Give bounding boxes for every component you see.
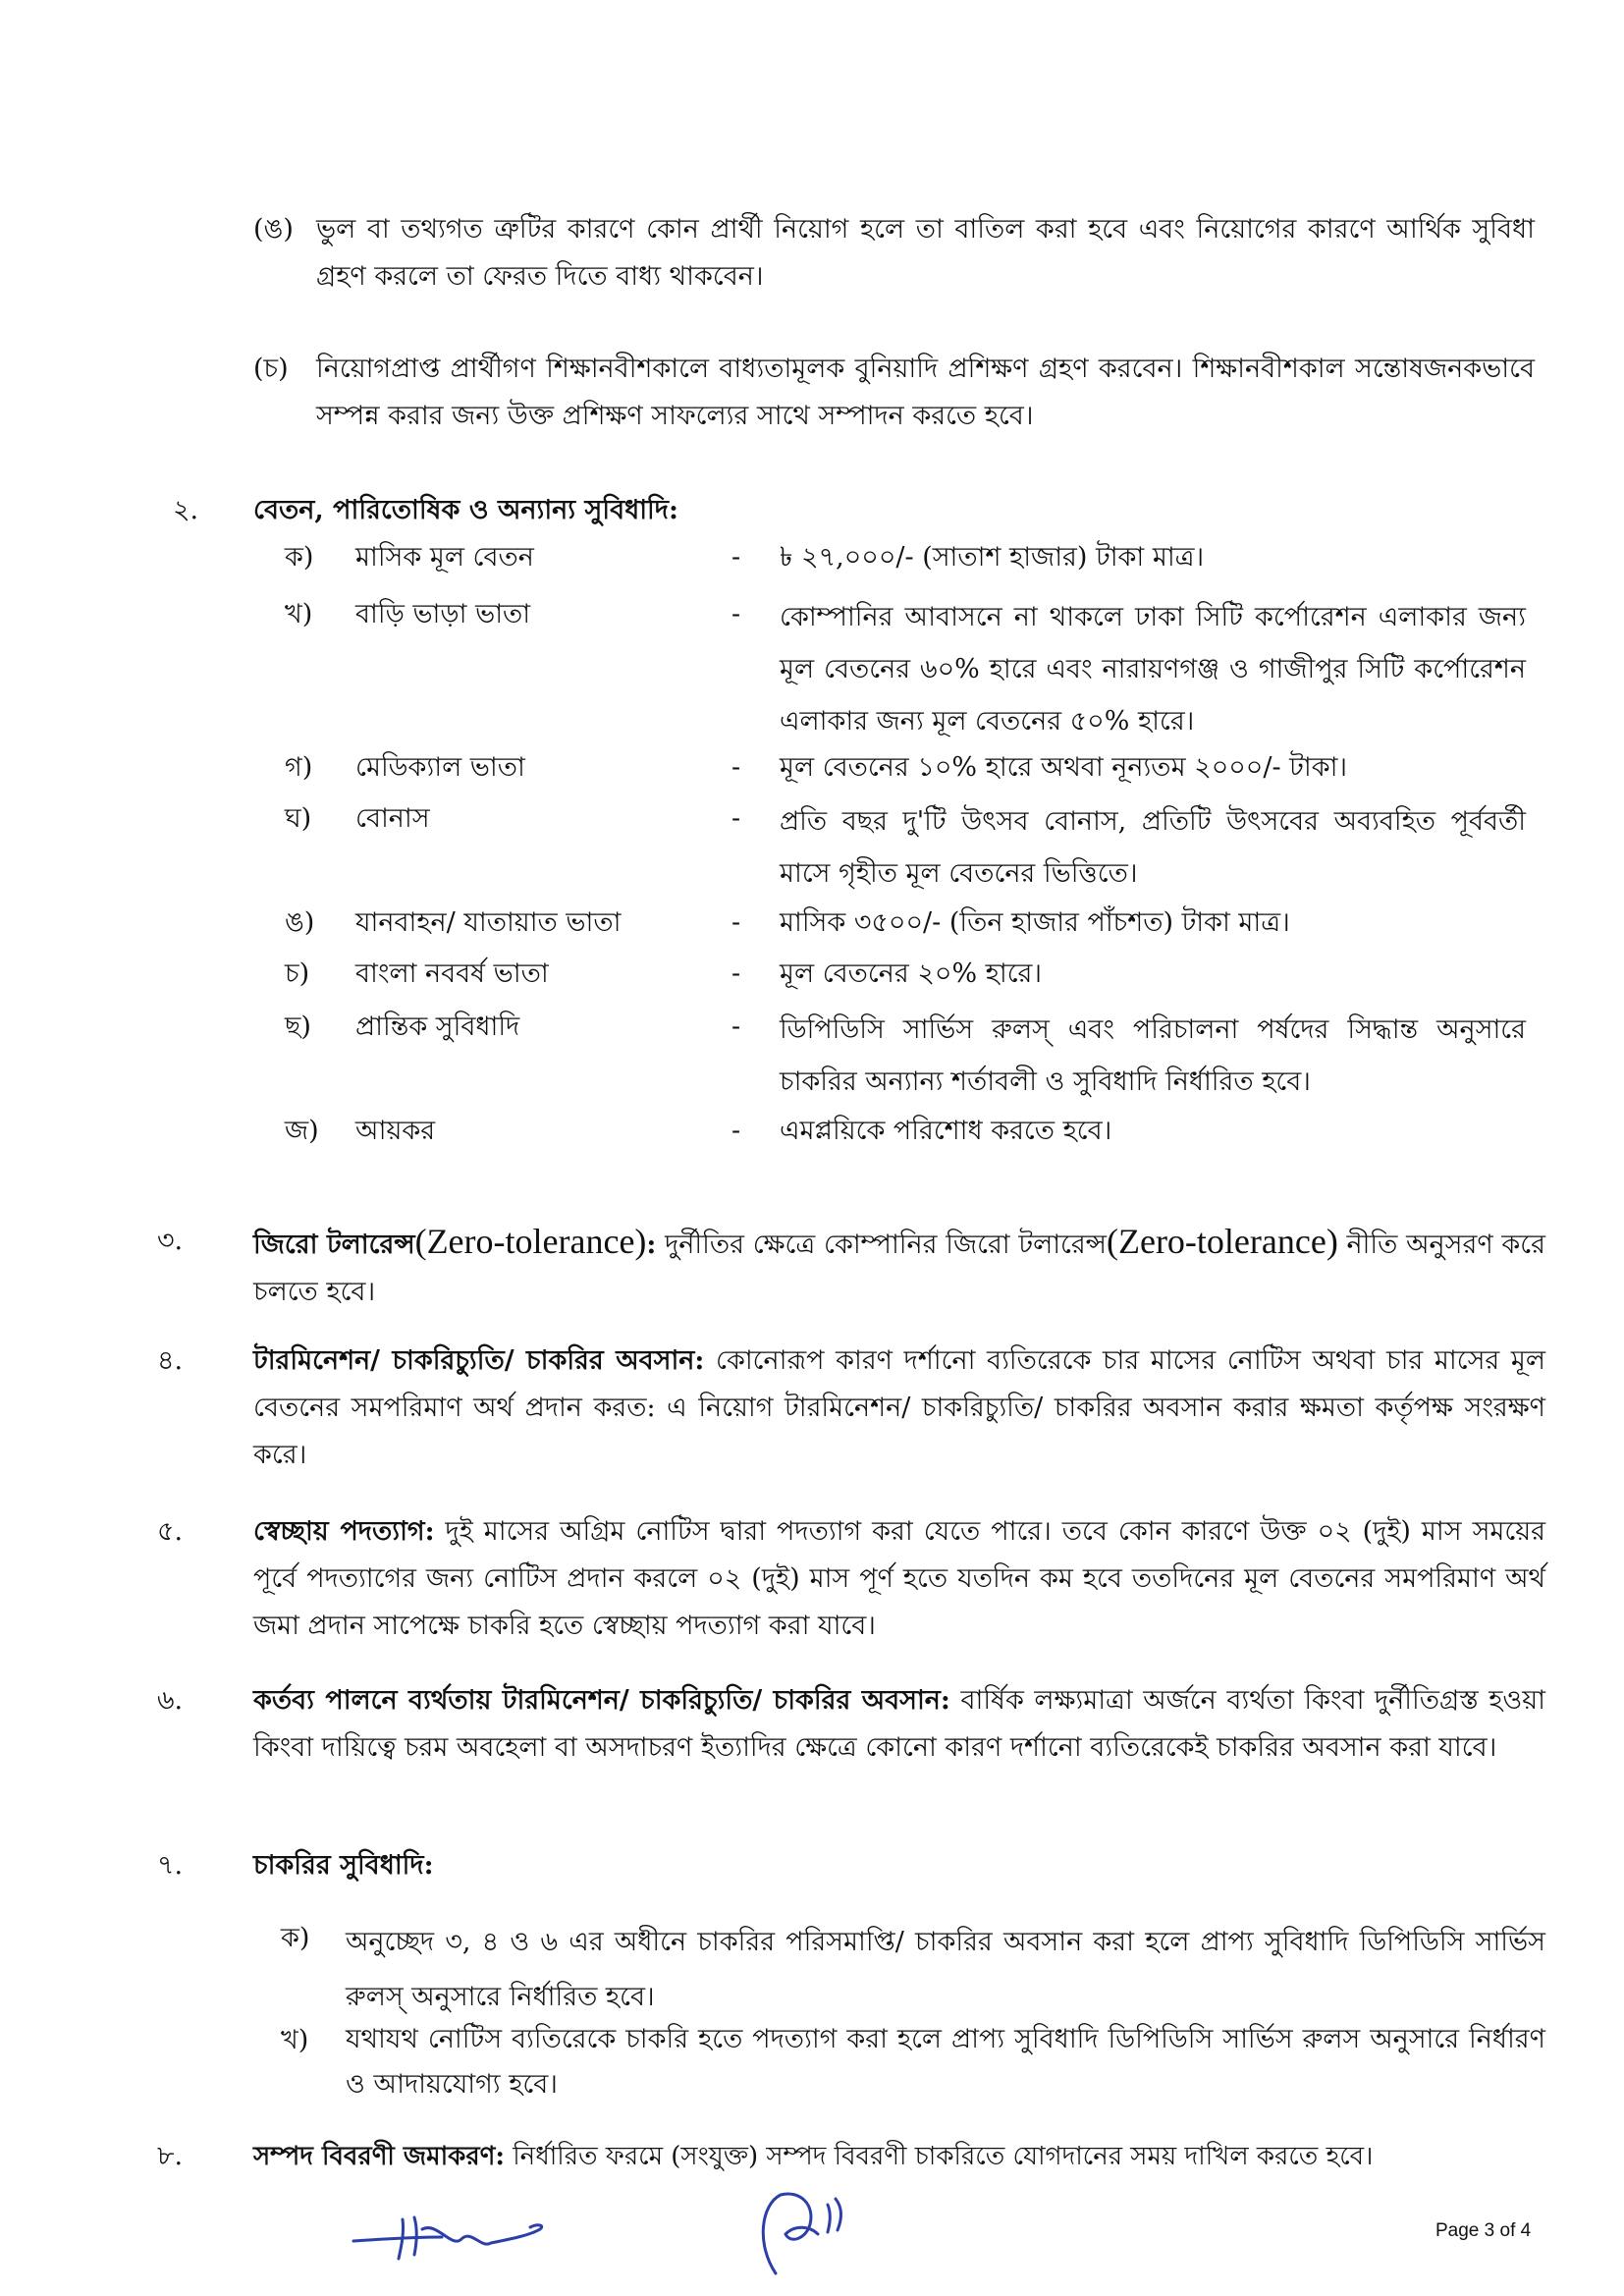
salary-row-name: বাড়ি ভাড়া ভাতা <box>355 599 531 629</box>
salary-row-dash: - <box>731 958 741 989</box>
section2-heading: বেতন, পারিতোষিক ও অন্যান্য সুবিধাদি: <box>253 495 678 525</box>
salary-row-letter: ঙ) <box>285 907 315 938</box>
signature-right <box>741 2185 889 2288</box>
section5-heading: স্বেচ্ছায় পদত্যাগ: <box>253 1516 435 1547</box>
salary-row-letter: ঘ) <box>285 803 312 834</box>
section7-heading: চাকরির সুবিধাদি: <box>253 1850 434 1881</box>
salary-row-dash: - <box>731 803 741 834</box>
salary-row-letter: খ) <box>285 599 313 629</box>
section5-paragraph <box>253 1508 1545 1650</box>
salary-row-dash: - <box>731 599 741 629</box>
section7-item-letter: খ) <box>281 2025 309 2055</box>
section4-paragraph <box>253 1338 1545 1479</box>
salary-row <box>0 900 1624 951</box>
salary-row-name: বাংলা নববর্ষ ভাতা <box>355 958 549 989</box>
salary-row-dash: - <box>731 1011 741 1042</box>
page-number: Page 3 of 4 <box>1435 2220 1532 2241</box>
salary-row-value: মূল বেতনের ১০% হারে অথবা নূন্যতম ২০০০/- টাকা। <box>780 752 1348 783</box>
section6-text: বার্ষিক লক্ষ্যমাত্রা অর্জনে ব্যর্থতা কিংবা দুর্নীতিগ্রস্ত হওয়া কিংবা দায়িত্বে চরম অবহেলা বা অসদাচরণ ইত্যাদির ক্ষেত্রে কোনো কারণ দর্শানো ব্যতিরেকেই চাকরির অবসান করা যাবে। <box>253 1685 1546 1763</box>
salary-row-letter: ছ) <box>285 1011 311 1042</box>
section7-item-text: অনুচ্ছেদ ৩, ৪ ও ৬ এর অধীনে চাকরির পরিসমাপ্তি/ চাকরির অবসান করা হলে প্রাপ্য সুবিধাদি ডিপিডিসি সার্ভিস রুলস্ অনুসারে নির্ধারিত হবে। <box>346 1927 1545 2012</box>
section5-text: দুই মাসের অগ্রিম নোটিস দ্বারা পদত্যাগ করা যেতে পারে। তবে কোন কারণে উক্ত ০২ (দুই) মাস সময়ের পূর্বে পদত্যাগের জন্য নোটিস প্রদান করলে ০২ (দুই) মাস পূর্ণ হতে যতদিন কম হবে ততদিনের মূল বেতনের সমপরিমাণ অর্থ জমা প্রদান সাপেক্ষে চাকরি হতে স্বেচ্ছায় পদত্যাগ করা যাবে। <box>253 1516 1546 1641</box>
salary-row-value: প্রতি বছর দু'টি উৎসব বোনাস, প্রতিটি উৎসবের অব্যবহিত পূর্ববর্তী মাসে গৃহীত মূল বেতনের ভিত্তিতে। <box>780 806 1526 889</box>
salary-row <box>0 951 1624 1002</box>
salary-row-letter: গ) <box>285 752 313 783</box>
section3-paragraph <box>253 1218 1545 1316</box>
salary-row-name: যানবাহন/ যাতায়াত ভাতা <box>355 907 622 938</box>
section6-paragraph <box>253 1677 1545 1772</box>
salary-row-name: বোনাস <box>355 803 430 834</box>
salary-row <box>0 1004 1624 1108</box>
section7-item-letter: ক) <box>281 1923 310 1953</box>
intro-item-ch-marker: (চ) <box>253 354 289 384</box>
salary-row-name: মাসিক মূল বেতন <box>355 542 534 573</box>
section3-text-a: দুর্নীতির ক্ষেত্রে কোম্পানির জিরো টলারেন্স <box>656 1230 1107 1260</box>
salary-row <box>0 1108 1624 1159</box>
salary-row-dash: - <box>731 1116 741 1146</box>
salary-row-letter: চ) <box>285 958 310 989</box>
salary-row-value: মাসিক ৩৫০০/- (তিন হাজার পাঁচশত) টাকা মাত্র। <box>780 907 1290 938</box>
salary-row <box>0 795 1624 900</box>
signature-left <box>344 2200 560 2269</box>
salary-row-value: কোম্পানির আবাসনে না থাকলে ঢাকা সিটি কর্পোরেশন এলাকার জন্য মূল বেতনের ৬০% হারে এবং নারায়ণগঞ্জ ও গাজীপুর সিটি কর্পোরেশন এলাকার জন্য মূল বেতনের ৫০% হারে। <box>780 602 1526 737</box>
section2-number: ২. <box>173 495 199 525</box>
salary-row <box>0 591 1624 744</box>
section7-item-text: যথাযথ নোটিস ব্যতিরেকে চাকরি হতে পদত্যাগ করা হলে প্রাপ্য সুবিধাদি ডিপিডিসি সার্ভিস রুলস অনুসারে নির্ধারণ ও আদায়যোগ্য হবে। <box>346 2024 1545 2100</box>
salary-row-value: ৳ ২৭,০০০/- (সাতাশ হাজার) টাকা মাত্র। <box>780 542 1205 573</box>
salary-row-letter: ক) <box>285 542 314 573</box>
salary-row-name: প্রান্তিক সুবিধাদি <box>355 1011 520 1042</box>
intro-item-ch-text: নিয়োগপ্রাপ্ত প্রার্থীগণ শিক্ষানবীশকালে বাধ্যতামূলক বুনিয়াদি প্রশিক্ষণ গ্রহণ করবেন। শিক্ষানবীশকাল সন্তোষজনকভাবে সম্পন্ন করার জন্য উক্ত প্রশিক্ষণ সাফল্যের সাথে সম্পাদন করতে হবে। <box>316 354 1535 431</box>
section6-heading: কর্তব্য পালনে ব্যর্থতায় টারমিনেশন/ চাকরিচ্যুতি/ চাকরির অবসান: <box>253 1685 950 1716</box>
section3-heading: জিরো টলারেন্স <box>253 1230 415 1260</box>
section8-heading: সম্পদ বিবরণী জমাকরণ: <box>253 2142 505 2171</box>
section7-number: ৭. <box>157 1850 184 1881</box>
salary-row-name: মেডিক্যাল ভাতা <box>355 752 525 783</box>
salary-row-dash: - <box>731 752 741 783</box>
section8-paragraph <box>253 2133 1559 2180</box>
intro-item-e-text: ভুল বা তথ্যগত ত্রুটির কারণে কোন প্রার্থী নিয়োগ হলে তা বাতিল করা হবে এবং নিয়োগের কারণে আর্থিক সুবিধা গ্রহণ করলে তা ফেরত দিতে বাধ্য থাকবেন। <box>316 214 1535 292</box>
section4-number: ৪. <box>157 1345 184 1376</box>
salary-row-name: আয়কর <box>355 1116 436 1146</box>
salary-row-dash: - <box>731 542 741 573</box>
section3-number: ৩. <box>157 1226 184 1256</box>
section3-heading-colon: : <box>646 1230 657 1260</box>
salary-row-dash: - <box>731 907 741 938</box>
section5-number: ৫. <box>157 1516 184 1547</box>
section4-text: কোনোরূপ কারণ দর্শানো ব্যতিরেকে চার মাসের নোটিস অথবা চার মাসের মূল বেতনের সমপরিমাণ অর্থ প্রদান করত: এ নিয়োগ টারমিনেশন/ চাকরিচ্যুতি/ চাকরির অবসান করার ক্ষমতা কর্তৃপক্ষ সংরক্ষণ করে। <box>253 1345 1545 1470</box>
salary-row-value: এমপ্লয়িকে পরিশোধ করতে হবে। <box>780 1116 1112 1146</box>
section6-number: ৬. <box>157 1685 184 1716</box>
section8-text: নির্ধারিত ফরমে (সংযুক্ত) সম্পদ বিবরণী চাকরিতে যোগদানের সময় দাখিল করতে হবে। <box>504 2142 1374 2171</box>
section8-number: ৮. <box>157 2141 184 2171</box>
section3-text-b: নীতি অনুসরণ করে চলতে হবে। <box>253 1230 1545 1307</box>
salary-row-letter: জ) <box>285 1116 319 1146</box>
salary-row <box>0 744 1624 795</box>
section4-heading: টারমিনেশন/ চাকরিচ্যুতি/ চাকরির অবসান: <box>253 1345 705 1376</box>
salary-row-value: মূল বেতনের ২০% হারে। <box>780 958 1043 989</box>
intro-item-e-marker: (ঙ) <box>253 214 294 245</box>
section3-heading-en: (Zero-tolerance) <box>414 1222 647 1261</box>
salary-row-value: ডিপিডিসি সার্ভিস রুলস্ এবং পরিচালনা পর্ষদের সিদ্ধান্ত অনুসারে চাকরির অন্যান্য শর্তাবলী ও সুবিধাদি নির্ধারিত হবে। <box>780 1014 1526 1097</box>
salary-row <box>0 534 1624 585</box>
section3-text-en: (Zero-tolerance) <box>1106 1222 1338 1261</box>
